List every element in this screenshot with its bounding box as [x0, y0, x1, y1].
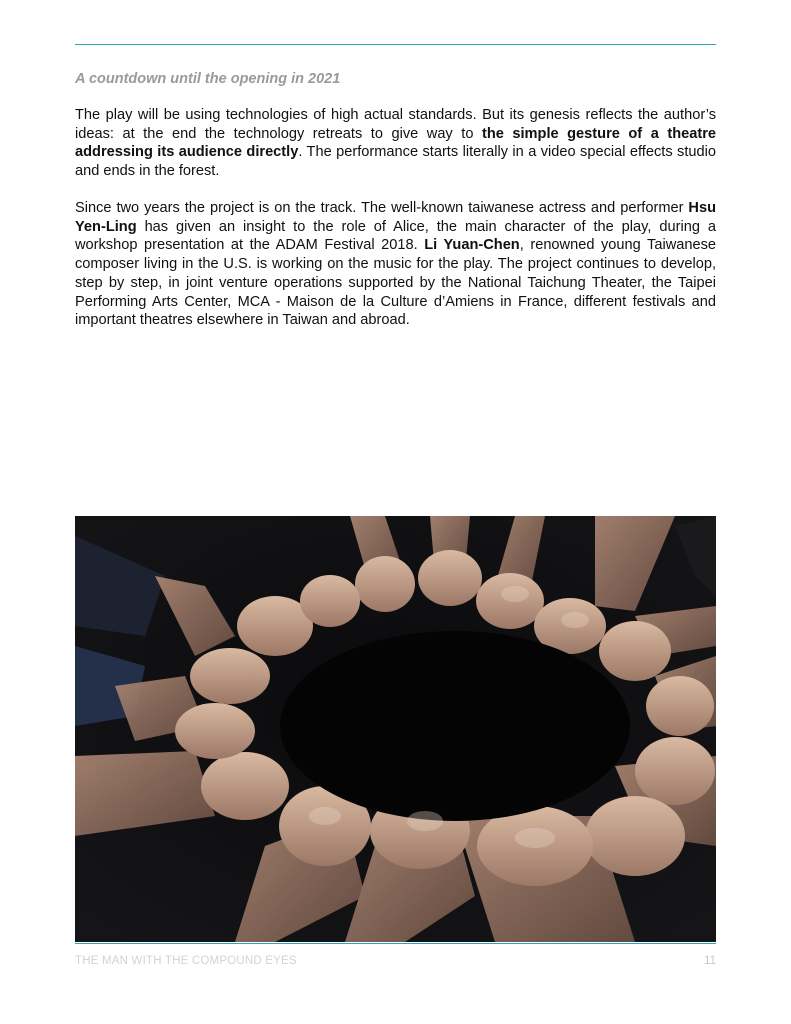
paragraph-project — [75, 199, 716, 330]
actress-name: Hsu Yen-Ling — [75, 200, 716, 235]
paragraph-text: has given an insight to the role of Alice, the main character of the play, during a workshop presentation at the ADAM Festival 2018. — [75, 218, 716, 254]
footer-rule — [75, 943, 716, 944]
page-number: 11 — [704, 955, 716, 967]
paragraph-text: , renowned young Taiwanese composer living in the U.S. is working on the music for the play. The project continues to develop, step by step, in joint venture operations supported by the National Taichung Theater, the Taipei Performing Arts Center, MCA - Maison de la Culture d’Amiens in France, different festivals and important theatres elsewhere in Taiwan and abroad. — [75, 237, 716, 329]
paragraph-text: . The performance starts literally in a video special effects studio and ends in the forest. — [75, 144, 716, 180]
paragraph-genesis — [75, 106, 716, 181]
footer-title: THE MAN WITH THE COMPOUND EYES — [75, 955, 297, 967]
paragraph-text: The play will be using technologies of high actual standards. But its genesis reflects the author’s ideas: at the end the technology retreats to give way to — [75, 107, 716, 142]
composer-name: Li Yuan-Chen — [424, 237, 520, 254]
photo-illustration — [75, 516, 716, 942]
section-heading: A countdown until the opening in 2021 — [75, 71, 341, 87]
circle-of-fists-photo — [75, 516, 716, 942]
paragraph-text: Since two years the project is on the track. The well-known taiwanese actress and performer — [75, 200, 689, 216]
header-rule — [75, 44, 716, 45]
paragraph-emphasis: the simple gesture of a theatre addressing its audience directly — [75, 125, 716, 161]
